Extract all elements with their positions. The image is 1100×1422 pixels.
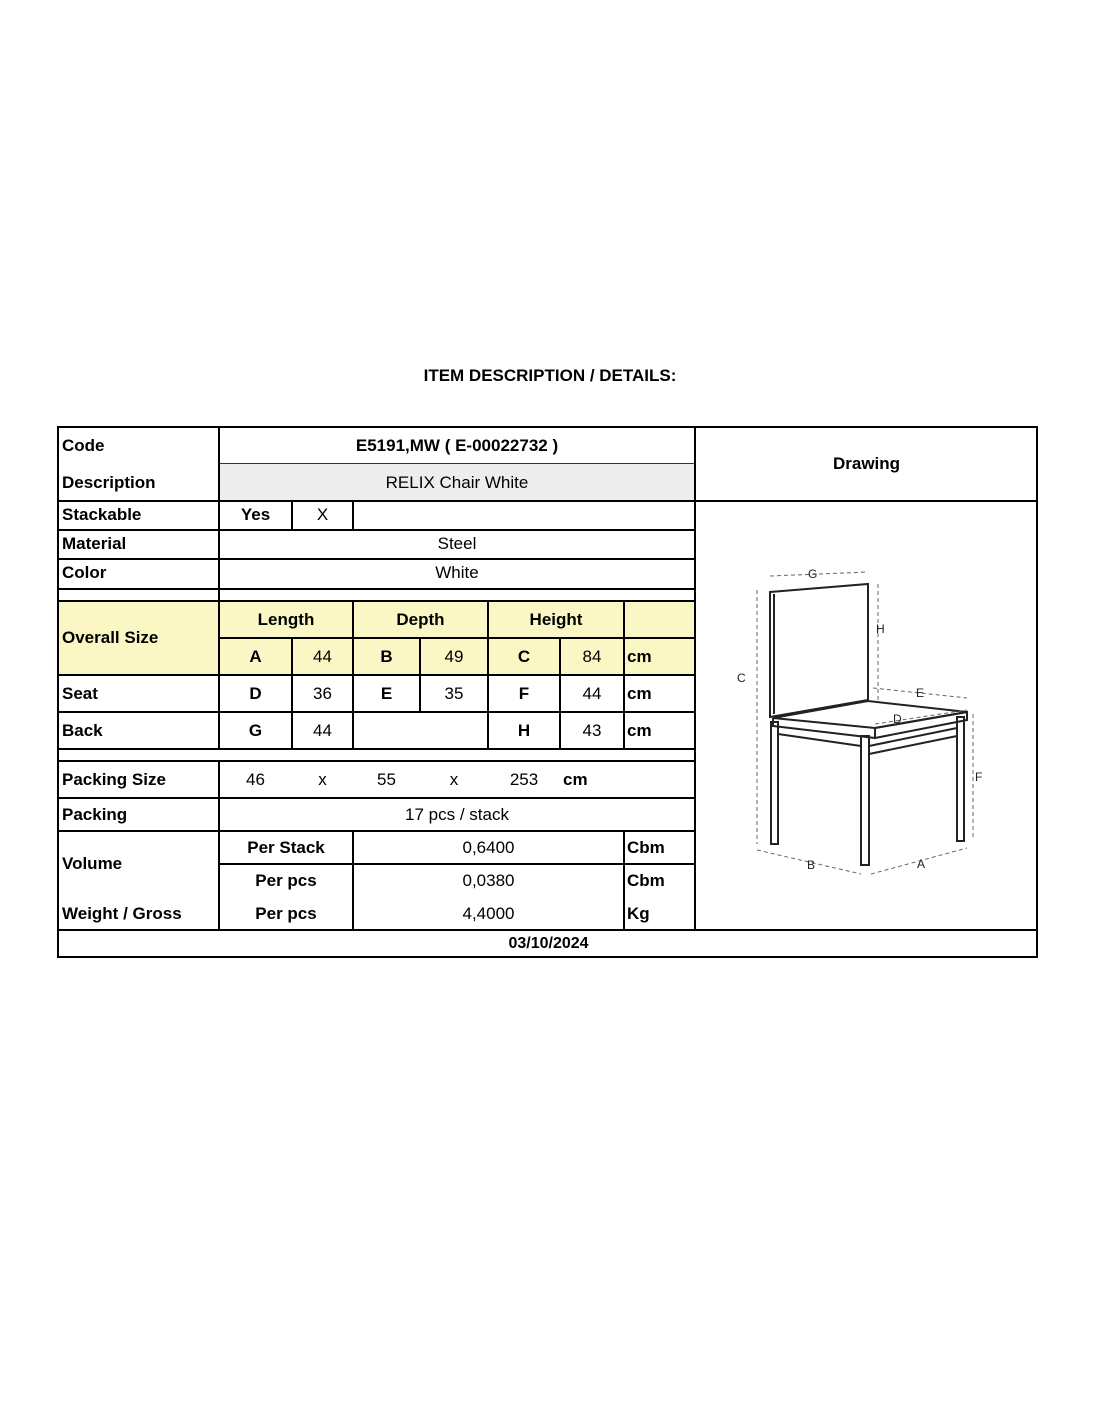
seat-unit: cm (627, 683, 652, 703)
back-h-value: 43 (582, 720, 602, 740)
drawing-letter-e: E (916, 686, 925, 700)
packing-size-height: 253 (509, 769, 539, 789)
packing-size-width: 55 (377, 769, 396, 789)
drawing-letter-b: B (807, 858, 816, 872)
material-label: Material (62, 534, 127, 553)
drawing-letter-a: A (917, 857, 926, 871)
drawing-letter-d: D (893, 712, 902, 726)
item-details-sheet (57, 426, 1038, 958)
packing-label: Packing (62, 804, 128, 824)
depth-header: Depth (396, 609, 445, 629)
back-h-key: H (517, 720, 531, 740)
length-header: Length (257, 609, 315, 629)
packing-value: 17 pcs / stack (405, 804, 509, 824)
volume-per-pcs-label: Per pcs (255, 870, 317, 890)
volume-per-pcs-value: 0,0380 (462, 870, 515, 890)
depth-value: 49 (444, 646, 464, 666)
code-value: E5191,MW ( E-00022732 ) (355, 436, 559, 455)
code-label: Code (62, 436, 105, 455)
volume-per-stack-value: 0,6400 (462, 837, 515, 857)
height-header: Height (529, 609, 583, 629)
stackable-mark: X (316, 505, 329, 524)
volume-label: Volume (62, 854, 123, 873)
packing-size-length: 46 (246, 769, 265, 789)
seat-f-value: 44 (582, 683, 602, 703)
page-title: ITEM DESCRIPTION / DETAILS: (423, 366, 677, 385)
seat-f-key: F (518, 683, 530, 703)
overall-size-unit: cm (627, 646, 652, 666)
weight-label: Weight / Gross (62, 903, 182, 923)
length-key: A (249, 646, 262, 666)
packing-size-x1: x (318, 769, 327, 789)
chair-leg-front-right (957, 717, 964, 841)
volume-per-stack-label: Per Stack (247, 837, 325, 857)
weight-sublabel: Per pcs (255, 903, 317, 923)
drawing-letter-g: G (808, 567, 818, 581)
packing-size-unit: cm (563, 769, 588, 789)
length-value: 44 (313, 646, 332, 666)
seat-e-value: 35 (444, 683, 464, 703)
height-value: 84 (582, 646, 602, 666)
back-label: Back (62, 720, 103, 740)
drawing-letter-c: C (737, 671, 746, 685)
weight-value: 4,4000 (462, 903, 515, 923)
chair-backrest (770, 584, 868, 717)
packing-size-x2: x (449, 769, 459, 789)
chair-leg-back-left (771, 722, 778, 844)
overall-size-label: Overall Size (62, 628, 159, 647)
seat-e-key: E (380, 683, 393, 703)
chair-leg-front-left (861, 736, 869, 865)
date: 03/10/2024 (508, 935, 589, 952)
volume-per-stack-unit: Cbm (627, 837, 665, 857)
volume-per-pcs-unit: Cbm (627, 870, 665, 890)
height-key: C (517, 646, 531, 666)
depth-key: B (380, 646, 393, 666)
seat-d-key: D (249, 683, 262, 703)
back-g-value: 44 (313, 720, 332, 740)
drawing-letter-f: F (975, 770, 983, 784)
stackable-label: Stackable (62, 505, 142, 524)
color-value: White (435, 563, 479, 582)
drawing-label: Drawing (832, 454, 901, 473)
back-unit: cm (627, 720, 652, 740)
stackable-answer: Yes (240, 505, 271, 524)
drawing-letter-h: H (876, 622, 885, 636)
weight-unit: Kg (627, 903, 650, 923)
back-g-key: G (248, 720, 263, 740)
seat-d-value: 36 (313, 683, 332, 703)
seat-label: Seat (62, 683, 98, 703)
description-value: RELIX Chair White (385, 473, 529, 492)
chair-drawing (695, 502, 1038, 929)
packing-size-label: Packing Size (62, 769, 166, 789)
description-label: Description (62, 473, 156, 492)
material-value: Steel (437, 534, 477, 553)
color-label: Color (62, 563, 107, 582)
